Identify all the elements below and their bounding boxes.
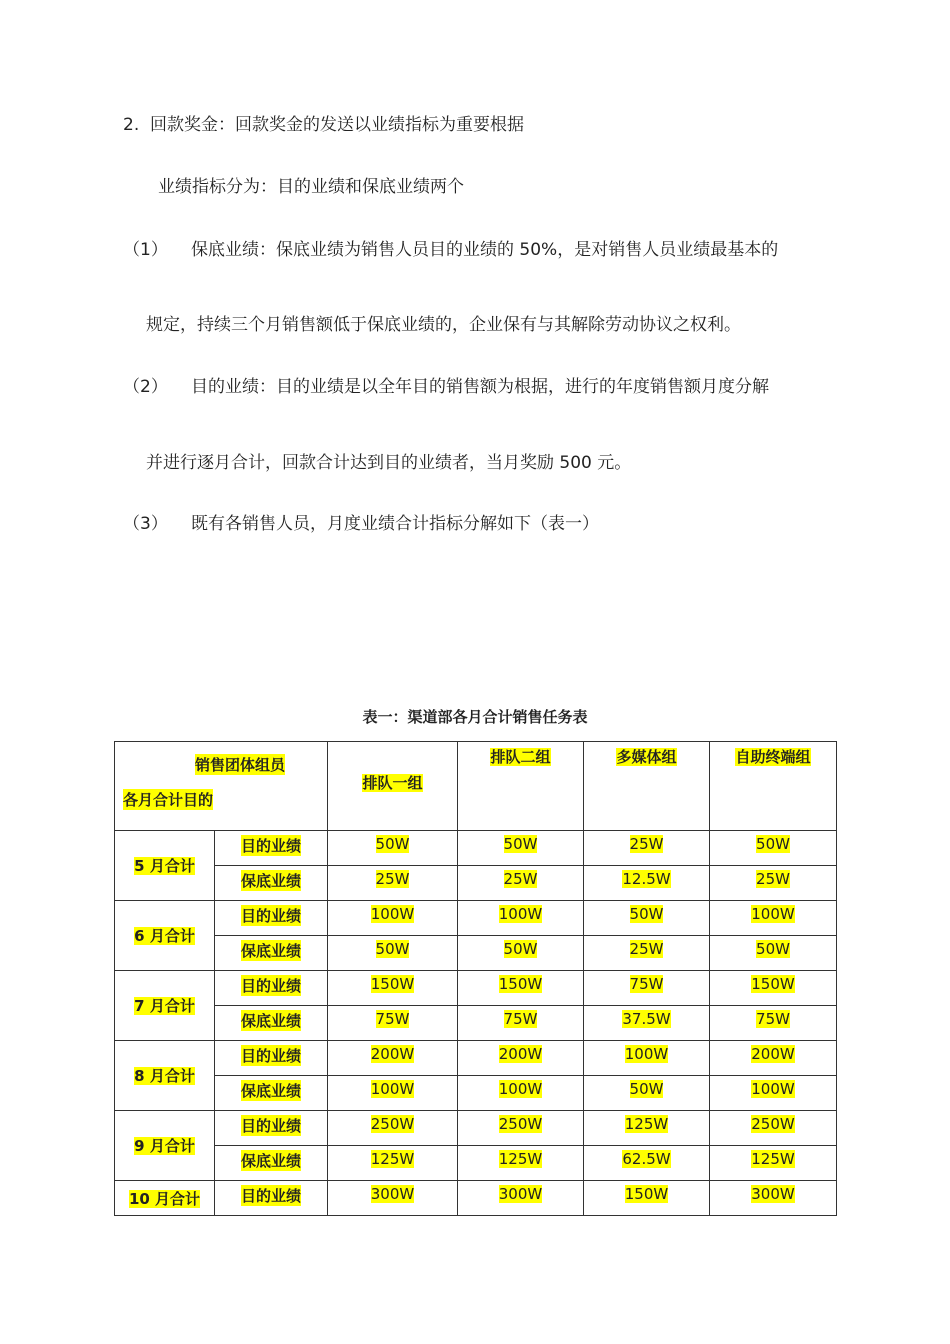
column-header-label: 排队二组 (490, 748, 551, 766)
target-value: 150W (624, 1185, 669, 1203)
floor-label: 保底业绩 (240, 872, 301, 890)
column-header (710, 742, 837, 831)
target-value: 300W (370, 1185, 415, 1203)
value-cell (710, 1146, 837, 1181)
value-cell (328, 901, 458, 936)
value-cell (458, 1041, 584, 1076)
table-row (115, 936, 837, 971)
target-value: 75W (629, 975, 664, 993)
month-cell (115, 901, 215, 971)
value-cell (328, 1111, 458, 1146)
floor-label: 保底业绩 (240, 942, 301, 960)
floor-value: 25W (503, 870, 538, 888)
floor-value: 37.5W (622, 1010, 671, 1028)
value-cell (328, 866, 458, 901)
column-header (458, 742, 584, 831)
value-cell (458, 936, 584, 971)
value-cell (710, 936, 837, 971)
floor-label: 保底业绩 (240, 1012, 301, 1030)
floor-value: 125W (370, 1150, 415, 1168)
target-value: 100W (370, 905, 415, 923)
value-cell (710, 866, 837, 901)
target-value: 250W (498, 1115, 543, 1133)
value-cell (584, 831, 710, 866)
target-value: 100W (624, 1045, 669, 1063)
target-value: 200W (751, 1045, 795, 1063)
floor-value: 25W (629, 940, 664, 958)
floor-value: 50W (375, 940, 410, 958)
target-label: 目的业绩 (240, 977, 301, 995)
table-row (115, 1146, 837, 1181)
row-label-cell (215, 901, 328, 936)
table-row (115, 1006, 837, 1041)
value-cell (458, 866, 584, 901)
item-2 (123, 376, 769, 398)
row-label-cell (215, 1146, 328, 1181)
item-3-text: 既有各销售人员，月度业绩合计指标分解如下（表一） (191, 514, 599, 534)
row-label-cell (215, 1006, 328, 1041)
value-cell (328, 1146, 458, 1181)
target-label: 目的业绩 (240, 1047, 301, 1065)
value-cell (710, 831, 837, 866)
table-row (115, 1041, 837, 1076)
target-value: 125W (624, 1115, 669, 1133)
value-cell (458, 901, 584, 936)
floor-label: 保底业绩 (240, 1082, 301, 1100)
row-label-cell (215, 971, 328, 1006)
floor-label: 保底业绩 (240, 1152, 301, 1170)
table-row (115, 971, 837, 1006)
target-value: 100W (751, 905, 795, 923)
value-cell (584, 1076, 710, 1111)
value-cell (584, 901, 710, 936)
item-3-number: （3） (123, 514, 168, 534)
value-cell (328, 1006, 458, 1041)
column-header-label: 自助终端组 (735, 748, 811, 766)
target-value: 150W (751, 975, 795, 993)
paragraph-bonus-heading: 2. 回款奖金：回款奖金的发送以业绩指标为重要根据 (123, 115, 525, 135)
value-cell (584, 866, 710, 901)
floor-value: 12.5W (622, 870, 671, 888)
target-value: 200W (498, 1045, 543, 1063)
floor-value: 125W (498, 1150, 543, 1168)
table-caption: 表一：渠道部各月合计销售任务表 (362, 708, 588, 726)
value-cell (458, 1076, 584, 1111)
value-cell (328, 1076, 458, 1111)
target-value: 150W (370, 975, 415, 993)
target-value: 50W (629, 905, 664, 923)
row-label-cell (215, 1041, 328, 1076)
corner-target-label: 各月合计目的 (123, 791, 214, 809)
row-label-cell (215, 1076, 328, 1111)
item-1-continuation: 规定，持续三个月销售额低于保底业绩的，企业保有与其解除劳动协议之权利。 (146, 315, 741, 335)
target-value: 50W (375, 835, 410, 853)
month-label: 8 月合计 (134, 1067, 195, 1085)
floor-value: 125W (751, 1150, 795, 1168)
target-value: 25W (629, 835, 664, 853)
value-cell (328, 1181, 458, 1216)
target-label: 目的业绩 (240, 907, 301, 925)
value-cell (584, 1006, 710, 1041)
target-value: 150W (498, 975, 543, 993)
column-header-label: 多媒体组 (616, 748, 677, 766)
floor-value: 50W (503, 940, 538, 958)
table-row (115, 1111, 837, 1146)
target-value: 100W (498, 905, 543, 923)
value-cell (328, 831, 458, 866)
value-cell (584, 1181, 710, 1216)
value-cell (584, 1146, 710, 1181)
value-cell (328, 936, 458, 971)
value-cell (710, 1181, 837, 1216)
month-label: 10 月合计 (128, 1189, 201, 1208)
value-cell (710, 971, 837, 1006)
value-cell (584, 971, 710, 1006)
floor-value: 25W (756, 870, 790, 888)
target-value: 50W (503, 835, 538, 853)
target-label: 目的业绩 (240, 837, 301, 855)
value-cell (584, 1041, 710, 1076)
table-row (115, 866, 837, 901)
value-cell (458, 1181, 584, 1216)
item-1-text: 保底业绩：保底业绩为销售人员目的业绩的 50%，是对销售人员业绩最基本的 (191, 240, 779, 260)
floor-value: 75W (756, 1010, 790, 1028)
row-label-cell (215, 1111, 328, 1146)
floor-value: 75W (503, 1010, 538, 1028)
target-value: 50W (756, 835, 790, 853)
month-label: 7 月合计 (134, 997, 195, 1015)
value-cell (458, 971, 584, 1006)
row-label-cell (215, 936, 328, 971)
target-value: 300W (751, 1185, 795, 1203)
floor-value: 62.5W (622, 1150, 671, 1168)
target-label: 目的业绩 (240, 1187, 301, 1205)
value-cell (710, 901, 837, 936)
target-value: 250W (370, 1115, 415, 1133)
target-value: 250W (751, 1115, 795, 1133)
item-2-continuation: 并进行逐月合计，回款合计达到目的业绩者，当月奖励 500 元。 (146, 453, 632, 473)
sales-task-table (114, 741, 837, 1216)
month-cell (115, 1181, 215, 1216)
target-value: 200W (370, 1045, 415, 1063)
value-cell (328, 971, 458, 1006)
row-label-cell (215, 831, 328, 866)
floor-value: 25W (375, 870, 410, 888)
month-cell (115, 1041, 215, 1111)
item-3 (123, 513, 599, 535)
floor-value: 100W (498, 1080, 543, 1098)
item-1 (123, 239, 778, 261)
value-cell (710, 1041, 837, 1076)
value-cell (584, 1111, 710, 1146)
value-cell (710, 1006, 837, 1041)
floor-value: 75W (375, 1010, 410, 1028)
table-row (115, 831, 837, 866)
month-cell (115, 1111, 215, 1181)
paragraph-indicator-types: 业绩指标分为：目的业绩和保底业绩两个 (158, 177, 464, 197)
item-2-text: 目的业绩：目的业绩是以全年目的销售额为根据，进行的年度销售额月度分解 (191, 377, 769, 397)
column-header (584, 742, 710, 831)
row-label-cell (215, 866, 328, 901)
table-row (115, 1076, 837, 1111)
item-1-number: （1） (123, 240, 168, 260)
floor-value: 100W (370, 1080, 415, 1098)
floor-value: 100W (751, 1080, 795, 1098)
month-cell (115, 831, 215, 901)
corner-members-label: 销售团体组员 (195, 756, 286, 774)
column-header (328, 742, 458, 831)
item-2-number: （2） (123, 377, 168, 397)
value-cell (458, 1006, 584, 1041)
value-cell (458, 1146, 584, 1181)
month-label: 9 月合计 (134, 1137, 195, 1155)
table-corner-header (115, 742, 328, 831)
value-cell (328, 1041, 458, 1076)
table-row (115, 901, 837, 936)
floor-value: 50W (756, 940, 790, 958)
month-label: 6 月合计 (134, 927, 195, 945)
value-cell (458, 831, 584, 866)
value-cell (458, 1111, 584, 1146)
target-label: 目的业绩 (240, 1117, 301, 1135)
value-cell (710, 1111, 837, 1146)
target-value: 300W (498, 1185, 543, 1203)
table-row (115, 1181, 837, 1216)
month-label: 5 月合计 (134, 857, 195, 875)
row-label-cell (215, 1181, 328, 1216)
column-header-label: 排队一组 (362, 774, 423, 792)
value-cell (584, 936, 710, 971)
month-cell (115, 971, 215, 1041)
floor-value: 50W (629, 1080, 664, 1098)
value-cell (710, 1076, 837, 1111)
